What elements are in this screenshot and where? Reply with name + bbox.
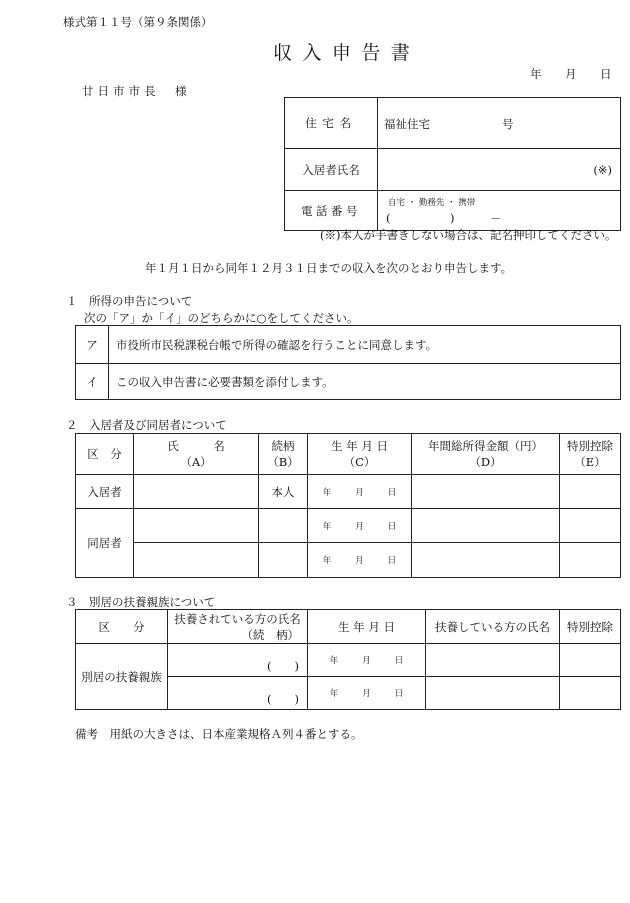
option-a-text: 市役所市民税課税台帳で所得の確認を行うことに同意します。 [109,326,621,364]
dependent-name-cell[interactable] [168,677,308,710]
cohabitant-deduction-cell[interactable] [560,509,621,543]
cohabitant-birth-cell[interactable] [308,543,412,578]
page-title: 収入申告書 [273,42,421,64]
addressee: 廿日市市長 様 [82,84,191,98]
ymd-day: 日 [387,556,397,566]
ymd-day: 日 [394,689,404,699]
section3-heading: ３ 別居の扶養親族について [66,595,216,609]
date-year: 年 [530,67,542,81]
cohabitant-income-cell[interactable] [412,543,560,578]
ymd-year: 年 [329,656,339,666]
ymd-day: 日 [387,521,397,532]
resident-name-cell[interactable] [134,475,259,509]
dependent-deduction-cell[interactable] [560,644,621,677]
ymd-year: 年 [322,521,332,532]
col-birth-sub: （C） [343,455,376,469]
col-deduction-cell [560,434,621,475]
resident-label: 入居者 [76,475,134,509]
section1-instruction: 次の「ア」か「イ」のどちらかに○をしてください。 [84,311,359,325]
housing-value: 福祉住宅 [384,117,430,131]
col-relation-sub: （B） [267,455,299,469]
remark: 備考 用紙の大きさは、日本産業規格Ａ列４番とする。 [75,727,363,741]
phone-label: 電話番号 [285,191,378,231]
supporter-name-cell[interactable] [426,644,560,677]
resident-income-cell[interactable] [412,475,560,509]
col-category: 区 分 [76,434,134,475]
dependent-birth-cell[interactable] [308,677,426,710]
section2-heading: ２ 入居者及び同居者について [66,418,227,432]
phone-types: 自宅 ・ 勤務先 ・ 携帯 [388,198,476,208]
dependent-birth-cell[interactable] [308,644,426,677]
col-income-sub: （D） [469,455,502,469]
date-day: 日 [600,67,612,81]
ymd-year: 年 [322,487,332,498]
col-income: 年間総所得金額（円） [428,439,543,453]
dep-col-dependent-sub: （続 柄） [241,627,299,642]
ymd-month: 月 [362,656,371,666]
intro-text: 年１月１日から同年１２月３１日までの収入を次のとおり申告します。 [145,261,513,275]
dep-col-dependent-cell [168,610,308,644]
phone-open: ( [386,211,391,225]
option-i-key[interactable]: イ [76,364,109,400]
sign-mark: (※) [593,162,612,177]
col-deduction: 特別控除 [567,439,613,453]
option-i-text: この収入申告書に必要書類を添付します。 [109,364,621,400]
form-number: 様式第１１号（第９条関係） [63,15,213,29]
table-row [76,644,621,677]
resident-birth-cell[interactable] [308,475,412,509]
dependent-deduction-cell[interactable] [560,677,621,710]
ymd-month: 月 [362,689,371,699]
date-month: 月 [565,67,577,81]
table-row [76,543,621,578]
dep-col-birth: 生 年 月 日 [308,610,426,644]
phone-dash: － [490,212,502,226]
housing-label: 住宅名 [285,98,378,149]
relation-paren: ( ) [267,692,299,706]
cohabitant-name-cell[interactable] [134,543,259,578]
table-row [76,509,621,543]
ymd-month: 月 [355,521,364,532]
ymd-year: 年 [322,556,332,566]
ymd-year: 年 [329,689,339,699]
dependent-table [75,609,621,710]
income-option-table [75,325,621,400]
table-row [76,475,621,509]
col-name-cell [134,434,259,475]
housing-suffix: 号 [502,117,514,131]
applicant-table [284,97,621,231]
resident-name-label: 入居者氏名 [285,149,378,191]
option-a-key[interactable]: ア [76,326,109,364]
resident-name-field[interactable] [378,149,621,191]
cohabitant-relation-cell[interactable] [259,543,308,578]
col-name-sub: （A） [180,455,212,469]
cohabitant-name-cell[interactable] [134,509,259,543]
dependent-label: 別居の扶養親族 [76,644,168,710]
col-birth-cell [308,434,412,475]
cohabitant-relation-cell[interactable] [259,509,308,543]
ymd-day: 日 [387,487,397,498]
col-name: 氏 名 [167,439,225,453]
resident-relation: 本人 [259,475,308,509]
col-deduction-sub: （E） [574,455,606,469]
cohabitant-label: 同居者 [76,509,134,578]
section1-heading: １ 所得の申告について [66,294,193,308]
dep-col-supporter: 扶養している方の氏名 [426,610,560,644]
dep-col-deduction: 特別控除 [560,610,621,644]
col-relation: 続柄 [271,439,295,453]
cohabitant-birth-cell[interactable] [308,509,412,543]
sign-note: (※)本人が手書きしない場合は、記名押印してください。 [320,228,617,242]
relation-paren: ( ) [267,659,299,673]
col-relation-cell [259,434,308,475]
housing-field[interactable] [378,98,621,149]
col-birth: 生 年 月 日 [331,439,388,453]
resident-deduction-cell[interactable] [560,475,621,509]
dep-col-dependent: 扶養されている方の氏名 [174,611,301,626]
phone-field[interactable] [378,191,621,231]
cohabitant-deduction-cell[interactable] [560,543,621,578]
dep-col-category: 区 分 [76,610,168,644]
supporter-name-cell[interactable] [426,677,560,710]
phone-close: ) [450,211,455,225]
household-table [75,433,621,578]
dependent-name-cell[interactable] [168,644,308,677]
ymd-month: 月 [355,556,364,566]
ymd-day: 日 [394,656,404,666]
ymd-month: 月 [355,487,364,498]
cohabitant-income-cell[interactable] [412,509,560,543]
col-income-cell [412,434,560,475]
